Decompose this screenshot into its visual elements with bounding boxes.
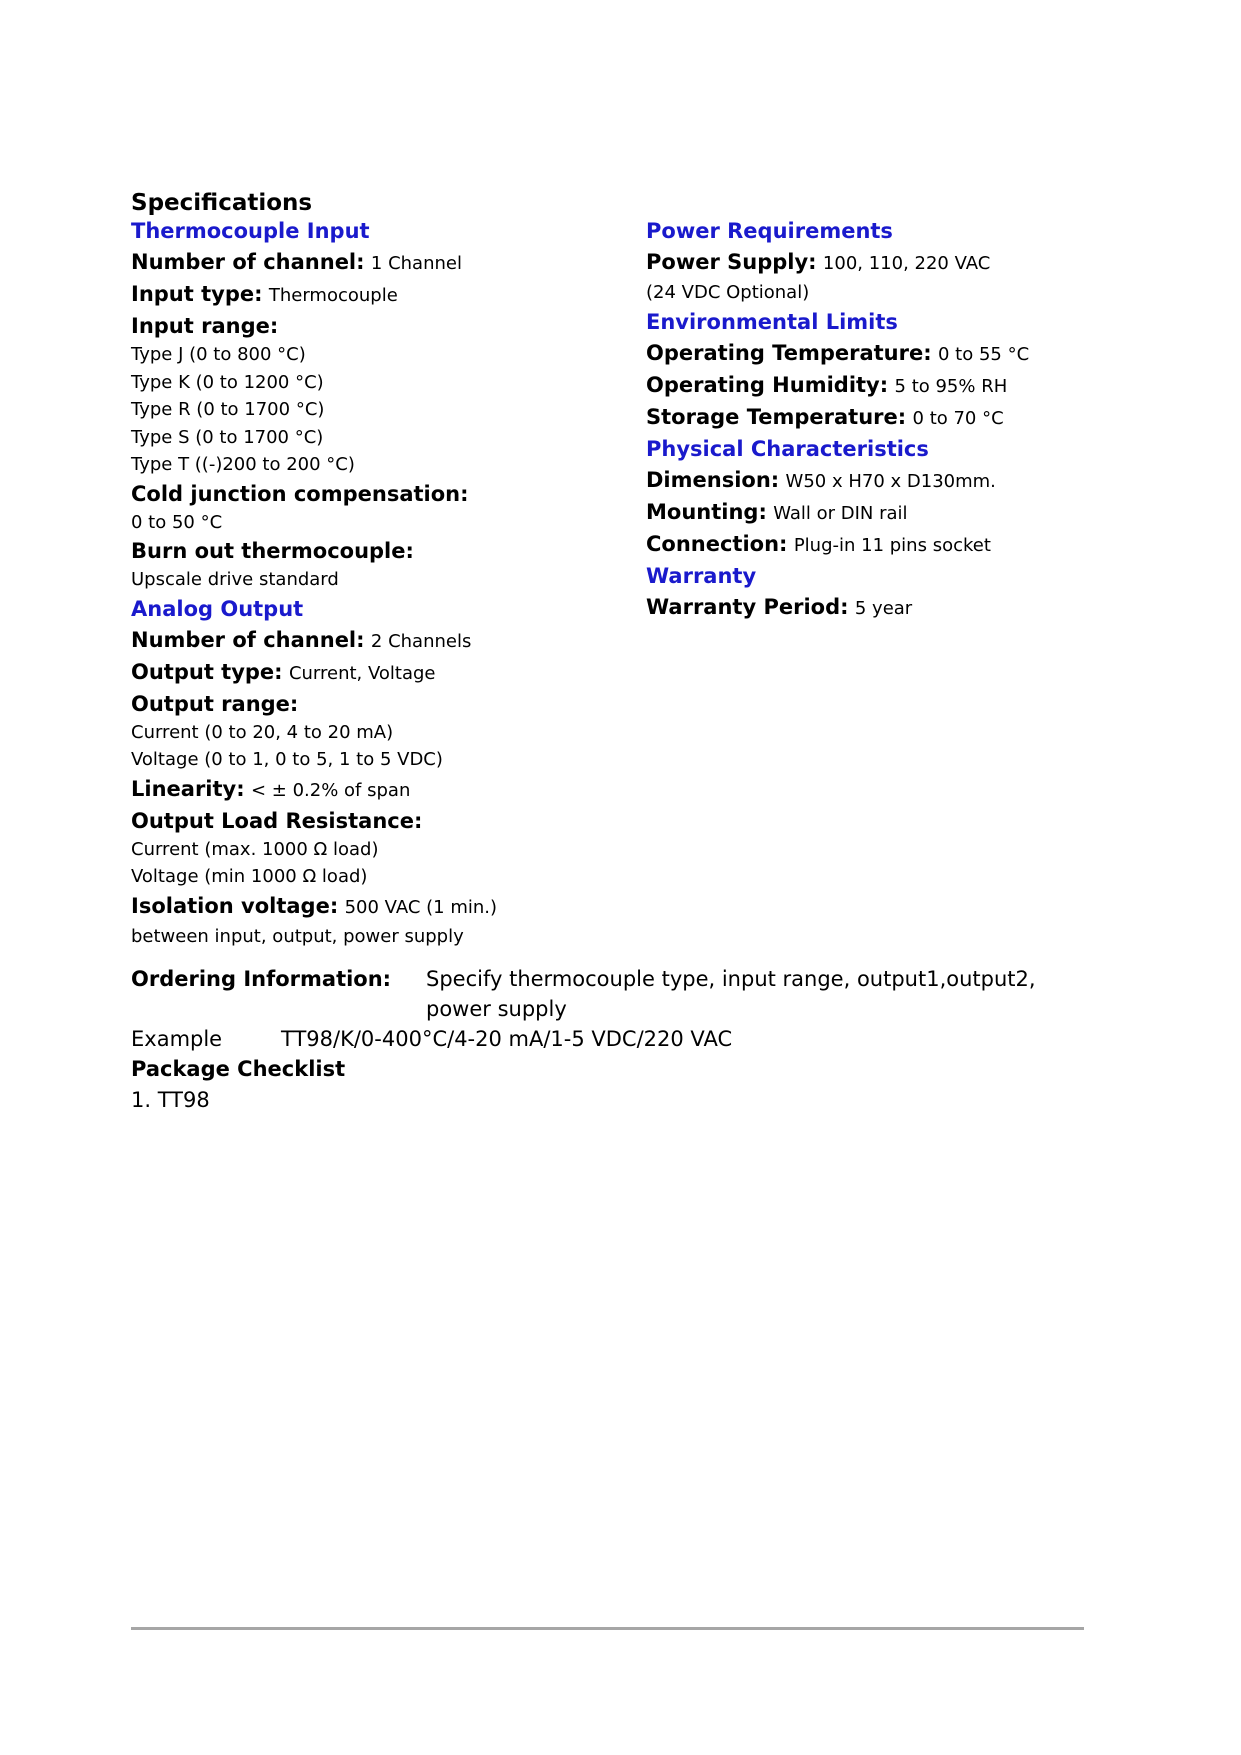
page-title: Specifications [131,190,313,216]
output-range-item: Current (0 to 20, 4 to 20 mA) [131,721,394,743]
spec-value: W50 x H70 x D130mm. [785,470,996,492]
range-item: Type J (0 to 800 °C) [131,344,306,365]
linearity-spec [131,774,631,806]
spec-label: Isolation voltage: [131,893,339,918]
load-resistance-spec [131,806,631,836]
example-row [131,1024,1111,1054]
spec-value: Wall or DIN rail [773,502,908,524]
example-label: Example [131,1027,223,1051]
spec-value: Plug-in 11 pins socket [793,534,991,556]
spec-value: Current, Voltage [288,662,436,684]
load-item: Current (max. 1000 Ω load) [131,838,379,860]
storage-temperature-spec [646,402,1166,434]
warranty-heading: Warranty [646,563,757,588]
output-range-spec [131,689,631,719]
ao-channel-spec [131,625,631,657]
power-supply-spec [646,247,1166,279]
spec-label: Burn out thermocouple: [131,539,414,563]
spec-label: Input type: [131,282,263,306]
operating-temperature-spec [646,338,1166,370]
spec-label: Connection: [646,531,788,556]
spec-value: 100, 110, 220 VAC [822,253,991,274]
spec-value: 0 to 70 °C [912,407,1004,429]
spec-value: 5 year [854,597,913,619]
isolation-note: between input, output, power supply [131,925,464,947]
spec-value: 0 to 55 °C [938,343,1030,365]
ordering-text: Specify thermocouple type, input range, output1,output2, power supply [426,967,1036,1021]
spec-label: Mounting: [646,499,767,524]
right-column [646,216,1166,624]
package-checklist-title: Package Checklist [131,1057,346,1081]
spec-label: Power Supply: [646,250,817,274]
package-item: 1. TT98 [131,1088,210,1112]
spec-label: Cold junction compensation: [131,481,469,506]
input-type-spec [131,279,631,311]
isolation-spec [131,891,631,923]
spec-label: Storage Temperature: [646,404,907,429]
spec-label: Output type: [131,659,283,684]
example-value: TT98/K/0-400°C/4-20 mA/1-5 VDC/220 VAC [281,1027,733,1051]
tc-channel-spec [131,247,631,279]
spec-label: Warranty Period: [646,594,849,619]
burnout-spec [131,536,631,566]
spec-label: Number of channel: [131,627,365,652]
burnout-value: Upscale drive standard [131,569,339,590]
spec-value: < ± 0.2% of span [250,779,411,801]
mounting-spec [646,497,1166,529]
range-item: Type T ((-)200 to 200 °C) [131,454,355,475]
cjc-value: 0 to 50 °C [131,511,223,533]
spec-value: 5 to 95% RH [894,375,1008,397]
spec-label: Output range: [131,691,299,716]
environmental-limits-heading: Environmental Limits [646,309,898,334]
spec-label: Output Load Resistance: [131,808,423,833]
analog-output-heading: Analog Output [131,596,304,621]
spec-value: 2 Channels [370,630,472,652]
spec-label: Number of channel: [131,250,365,274]
input-range-spec [131,311,631,341]
spec-value: 1 Channel [370,253,462,274]
spec-label: Operating Temperature: [646,340,932,365]
spec-value: Thermocouple [268,285,398,306]
output-type-spec [131,657,631,689]
operating-humidity-spec [646,370,1166,402]
footer-divider [131,1627,1084,1630]
power-requirements-heading: Power Requirements [646,219,893,243]
output-range-item: Voltage (0 to 1, 0 to 5, 1 to 5 VDC) [131,749,443,770]
ordering-section [131,964,1111,1115]
spec-label: Linearity: [131,776,245,801]
ordering-label: Ordering Information: [131,967,392,991]
cjc-spec [131,479,631,509]
left-column [131,216,631,950]
ordering-info-row [131,964,1111,1024]
load-item: Voltage (min 1000 Ω load) [131,866,368,887]
physical-characteristics-heading: Physical Characteristics [646,436,929,461]
dimension-spec [646,465,1166,497]
power-supply-note: (24 VDC Optional) [646,282,810,303]
range-item: Type K (0 to 1200 °C) [131,371,324,393]
warranty-period-spec [646,592,1166,624]
spec-value: 500 VAC (1 min.) [344,896,498,918]
spec-label: Input range: [131,314,279,338]
spec-label: Dimension: [646,467,780,492]
range-item: Type R (0 to 1700 °C) [131,399,325,420]
spec-label: Operating Humidity: [646,372,889,397]
range-item: Type S (0 to 1700 °C) [131,426,324,448]
thermocouple-input-heading: Thermocouple Input [131,219,370,243]
connection-spec [646,529,1166,561]
